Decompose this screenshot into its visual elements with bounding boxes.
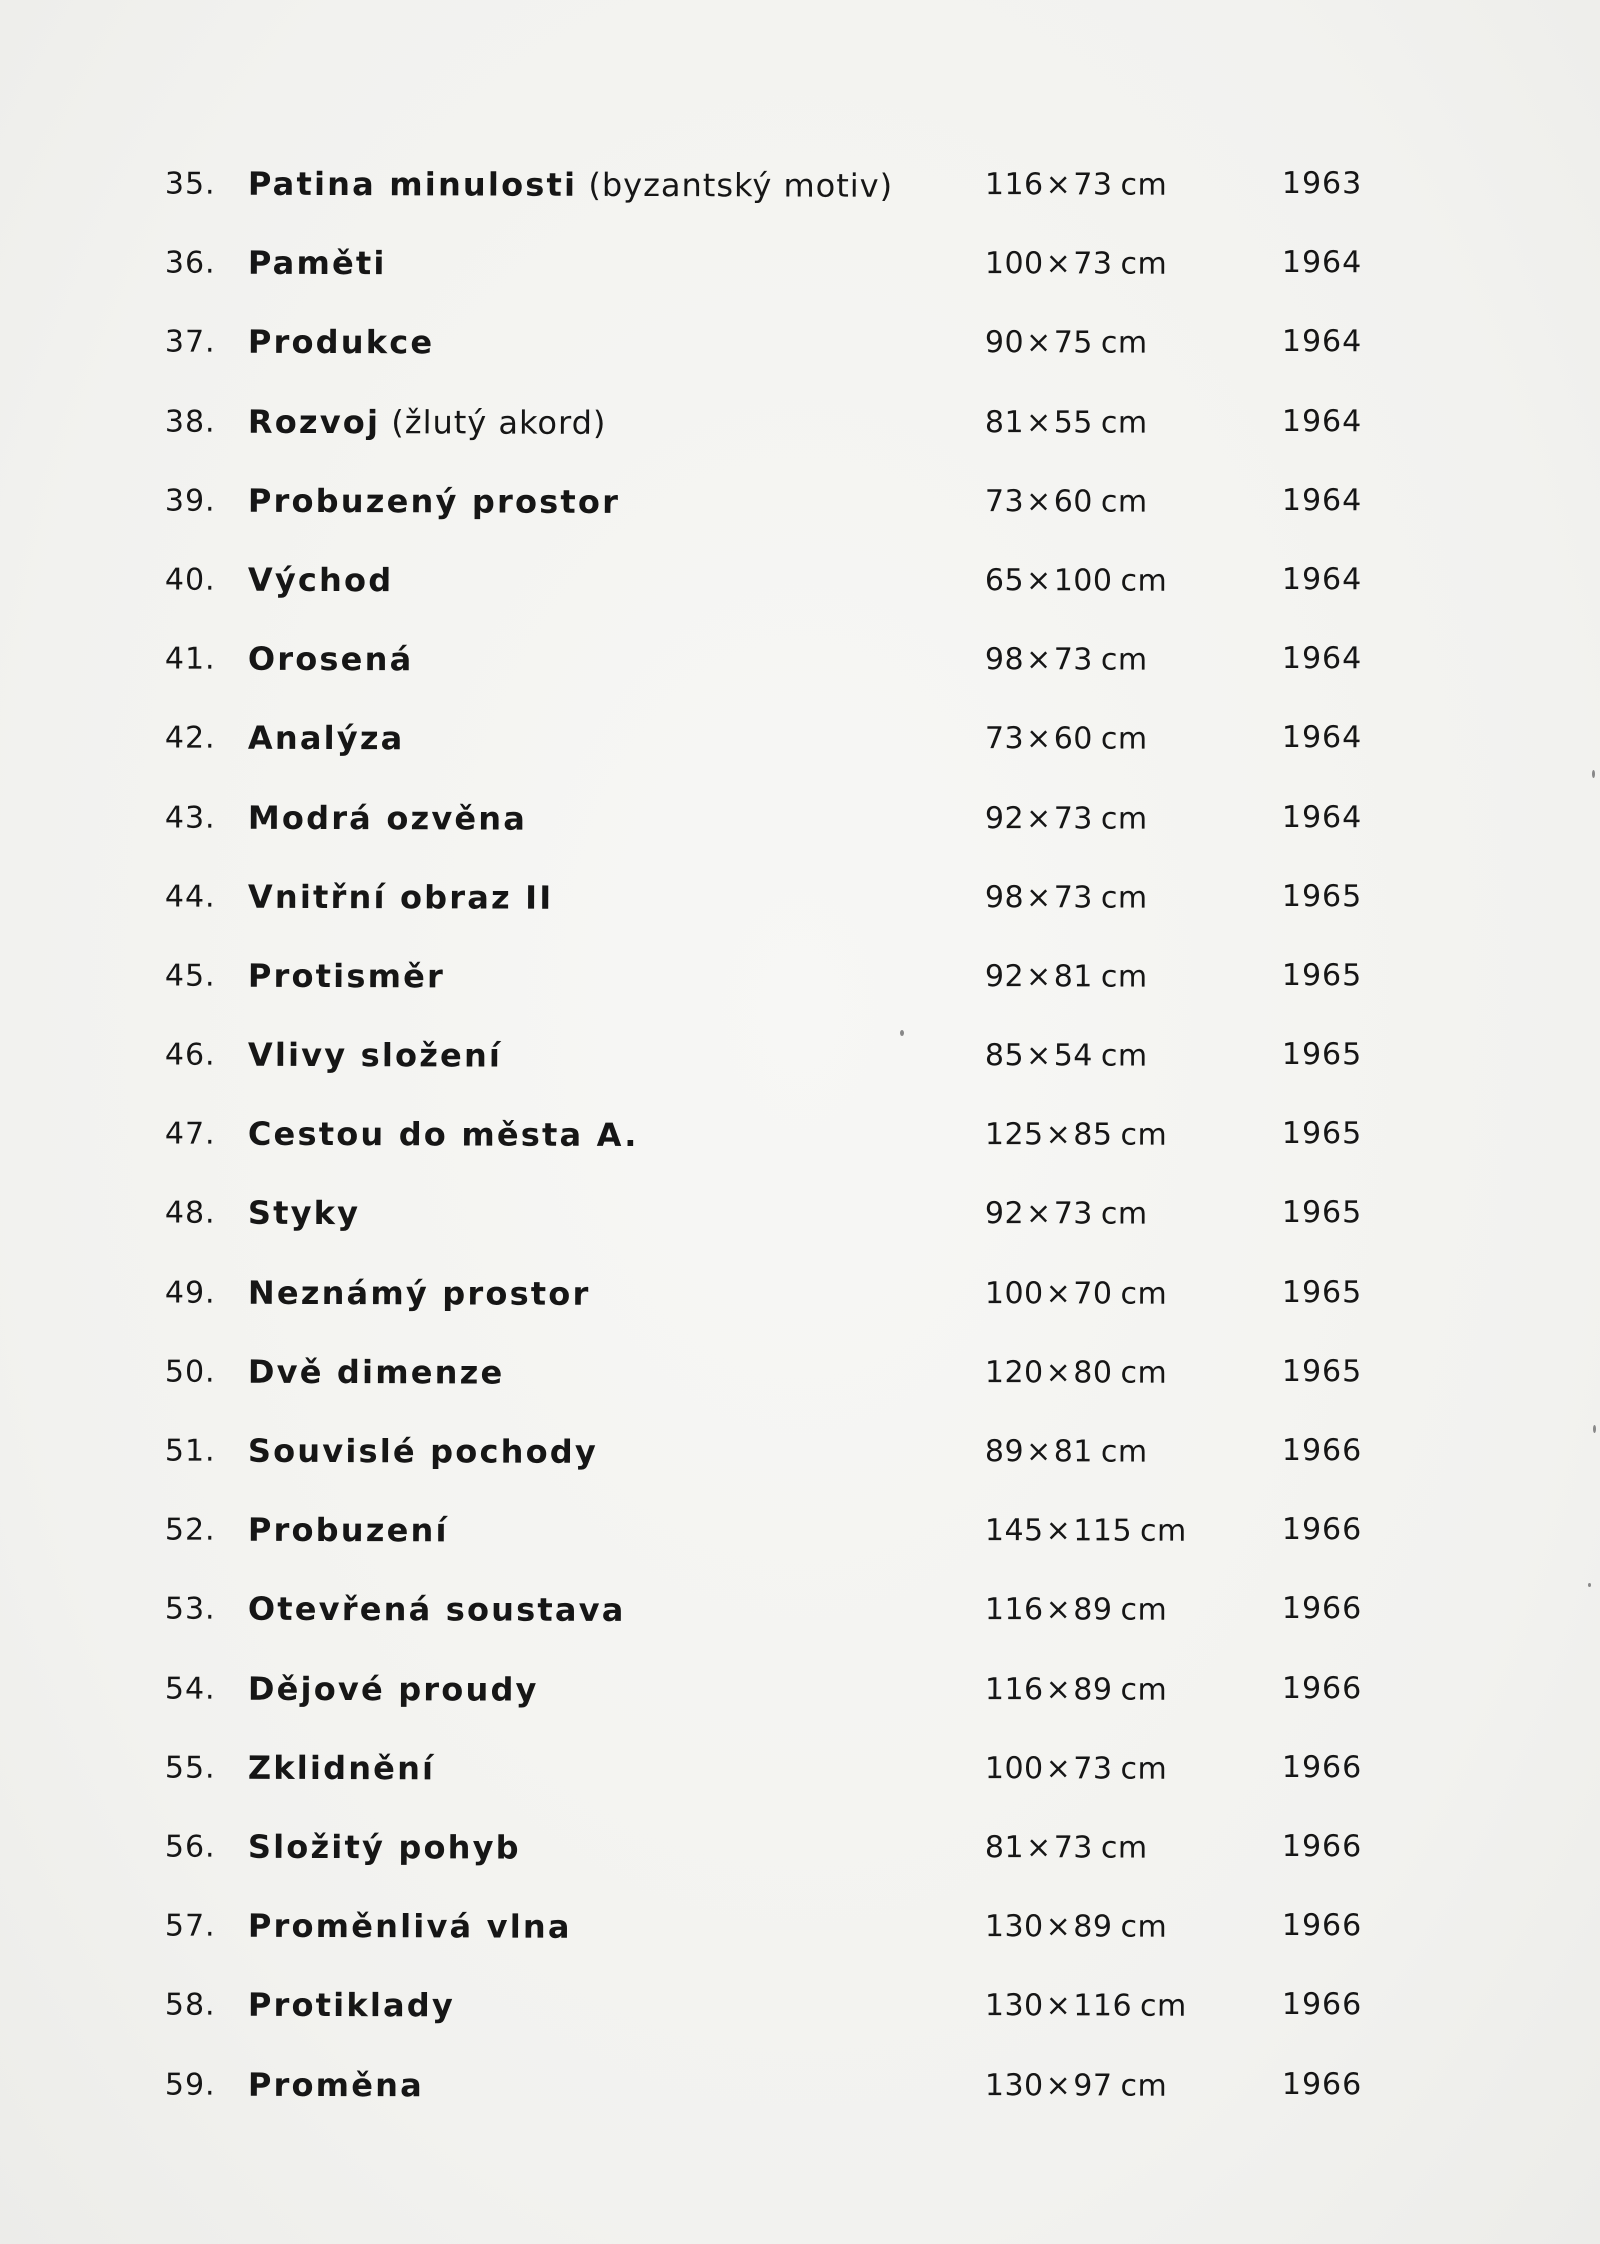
times-symbol: × — [1045, 2067, 1072, 2103]
artwork-year: 1964 — [1281, 799, 1363, 835]
artwork-row — [0, 1181, 1600, 1265]
artwork-subtitle: (byzantský motiv) — [577, 165, 894, 205]
artwork-title: Modrá ozvěna — [247, 798, 528, 838]
artwork-title: Probuzený prostor — [247, 481, 621, 521]
artwork-dimensions: 73×60 cm — [984, 721, 1148, 757]
dimension-unit: cm — [1120, 563, 1168, 599]
artwork-row — [0, 469, 1600, 553]
artwork-title: Styky — [247, 1194, 361, 1233]
paper-speck — [1593, 1425, 1596, 1433]
dimension-unit: cm — [1100, 405, 1148, 441]
dimension-unit: cm — [1100, 1196, 1148, 1233]
times-symbol: × — [1026, 563, 1052, 599]
times-symbol: × — [1026, 1434, 1052, 1470]
artwork-year: 1966 — [1281, 1908, 1363, 1944]
artwork-title: Protiklady — [247, 1986, 456, 2025]
times-symbol: × — [1026, 1038, 1052, 1074]
artwork-dimensions: 92×73 cm — [984, 800, 1148, 837]
artwork-title: Vnitřní obraz II — [247, 877, 554, 917]
times-symbol: × — [1045, 1909, 1072, 1945]
dimension-unit: cm — [1100, 959, 1148, 995]
artwork-number: 40. — [164, 562, 216, 598]
artwork-year: 1965 — [1281, 878, 1363, 914]
artwork-dimensions: 92×81 cm — [984, 958, 1148, 995]
times-symbol: × — [1045, 1751, 1072, 1787]
artwork-row — [0, 1815, 1600, 1899]
dimension-unit: cm — [1100, 325, 1148, 361]
artwork-title: Složitý pohyb — [247, 1827, 521, 1867]
artwork-subtitle: (žlutý akord) — [380, 402, 607, 442]
artwork-year: 1966 — [1281, 1987, 1363, 2023]
dimension-unit: cm — [1100, 800, 1148, 837]
artwork-number: 57. — [164, 1908, 216, 1944]
artwork-title: Dějové proudy — [247, 1669, 539, 1709]
dimension-unit: cm — [1120, 1672, 1168, 1708]
artwork-row — [0, 152, 1600, 236]
artwork-year: 1965 — [1281, 1116, 1363, 1152]
artwork-year: 1964 — [1281, 324, 1363, 360]
times-symbol: × — [1045, 1592, 1072, 1628]
artwork-title: Proměnlivá vlna — [247, 1906, 572, 1946]
dimension-unit: cm — [1100, 880, 1148, 916]
artwork-dimensions: 116×89 cm — [984, 1592, 1168, 1629]
dimension-unit: cm — [1120, 1909, 1168, 1945]
artwork-number: 46. — [164, 1037, 216, 1073]
artwork-number: 51. — [164, 1433, 216, 1469]
artwork-number: 50. — [164, 1354, 216, 1390]
artwork-dimensions: 81×55 cm — [984, 404, 1148, 441]
times-symbol: × — [1026, 325, 1052, 361]
artwork-title: Probuzení — [247, 1510, 449, 1550]
artwork-year: 1965 — [1281, 1353, 1363, 1390]
artwork-title: Analýza — [247, 719, 405, 758]
artwork-row — [0, 944, 1600, 1028]
artwork-number: 53. — [164, 1591, 216, 1628]
artwork-number: 55. — [164, 1750, 216, 1786]
artwork-title: Paměti — [247, 243, 387, 283]
artwork-year: 1966 — [1281, 1670, 1363, 1706]
artwork-title: Cestou do města A. — [247, 1115, 639, 1155]
artwork-year: 1964 — [1281, 561, 1363, 598]
artwork-list — [0, 152, 1600, 2132]
artwork-title: Zklidnění — [247, 1748, 436, 1788]
artwork-row — [0, 1894, 1600, 1978]
artwork-title: Neznámý prostor — [247, 1273, 591, 1313]
artwork-year: 1964 — [1281, 641, 1363, 677]
dimension-unit: cm — [1120, 1592, 1168, 1629]
artwork-dimensions: 130×89 cm — [984, 1909, 1168, 1945]
artwork-dimensions: 89×81 cm — [984, 1434, 1148, 1470]
artwork-number: 47. — [164, 1116, 216, 1152]
artwork-dimensions: 100×73 cm — [984, 1750, 1168, 1787]
artwork-year: 1964 — [1281, 403, 1363, 439]
artwork-row — [0, 1261, 1600, 1345]
dimension-unit: cm — [1120, 1751, 1168, 1787]
artwork-row — [0, 2053, 1600, 2137]
times-symbol: × — [1026, 959, 1052, 995]
artwork-title: Produkce — [247, 323, 435, 362]
dimension-unit: cm — [1120, 246, 1168, 282]
artwork-dimensions: 98×73 cm — [984, 642, 1148, 678]
artwork-year: 1966 — [1281, 1433, 1363, 1469]
dimension-unit: cm — [1100, 1038, 1148, 1074]
artwork-dimensions: 145×115 cm — [984, 1513, 1187, 1549]
artwork-dimensions: 92×73 cm — [984, 1196, 1148, 1233]
artwork-year: 1964 — [1281, 482, 1363, 519]
artwork-year: 1966 — [1281, 2066, 1363, 2102]
artwork-dimensions: 85×54 cm — [984, 1038, 1148, 1074]
times-symbol: × — [1045, 167, 1072, 203]
artwork-dimensions: 98×73 cm — [984, 879, 1148, 916]
dimension-unit: cm — [1100, 484, 1148, 520]
artwork-title: Rozvoj (žlutý akord) — [247, 402, 607, 442]
times-symbol: × — [1026, 404, 1052, 440]
times-symbol: × — [1045, 1513, 1072, 1549]
artwork-number: 43. — [164, 800, 216, 836]
artwork-title: Otevřená soustava — [247, 1590, 626, 1630]
times-symbol: × — [1026, 800, 1052, 836]
artwork-row — [0, 310, 1600, 394]
artwork-number: 36. — [164, 245, 216, 281]
artwork-year: 1965 — [1281, 1037, 1363, 1073]
artwork-row — [0, 1023, 1600, 1107]
artwork-row — [0, 1657, 1600, 1741]
artwork-year: 1963 — [1281, 166, 1363, 202]
artwork-year: 1966 — [1281, 1749, 1363, 1786]
artwork-row — [0, 786, 1600, 870]
dimension-unit: cm — [1140, 1988, 1187, 2025]
artwork-row — [0, 627, 1600, 711]
artwork-year: 1964 — [1281, 245, 1363, 281]
artwork-dimensions: 100×73 cm — [984, 246, 1168, 282]
artwork-number: 48. — [164, 1195, 216, 1232]
artwork-row — [0, 1577, 1600, 1661]
dimension-unit: cm — [1120, 2068, 1168, 2104]
artwork-number: 37. — [164, 324, 216, 361]
artwork-row — [0, 1419, 1600, 1503]
artwork-number: 52. — [164, 1512, 216, 1548]
artwork-title: Východ — [247, 560, 394, 600]
times-symbol: × — [1026, 721, 1052, 757]
artwork-year: 1966 — [1281, 1828, 1363, 1865]
artwork-title: Souvislé pochody — [247, 1431, 599, 1471]
dimension-unit: cm — [1120, 1355, 1168, 1391]
times-symbol: × — [1045, 246, 1072, 282]
artwork-year: 1965 — [1281, 1195, 1363, 1231]
artwork-title: Protisměr — [247, 956, 446, 996]
artwork-row — [0, 231, 1600, 315]
artwork-number: 44. — [164, 879, 216, 915]
paper-speck — [900, 1030, 904, 1036]
artwork-dimensions: 125×85 cm — [984, 1117, 1168, 1153]
times-symbol: × — [1026, 1196, 1052, 1232]
artwork-year: 1966 — [1281, 1591, 1363, 1627]
artwork-number: 49. — [164, 1275, 216, 1311]
times-symbol: × — [1026, 879, 1052, 915]
dimension-unit: cm — [1140, 1513, 1187, 1549]
artwork-number: 45. — [164, 958, 216, 994]
artwork-dimensions: 90×75 cm — [984, 325, 1148, 361]
artwork-dimensions: 81×73 cm — [984, 1830, 1148, 1866]
artwork-row — [0, 1498, 1600, 1582]
paper-speck — [1592, 770, 1595, 778]
times-symbol: × — [1026, 1830, 1052, 1866]
artwork-title: Proměna — [247, 2065, 425, 2104]
dimension-unit: cm — [1100, 1830, 1148, 1866]
artwork-dimensions: 65×100 cm — [984, 563, 1168, 599]
dimension-unit: cm — [1100, 1434, 1148, 1470]
artwork-title: Dvě dimenze — [247, 1352, 505, 1392]
times-symbol: × — [1045, 1275, 1072, 1311]
artwork-title: Patina minulosti (byzantský motiv) — [247, 164, 894, 205]
artwork-number: 39. — [164, 483, 216, 519]
artwork-number: 42. — [164, 720, 216, 756]
artwork-row — [0, 1102, 1600, 1186]
artwork-title: Vlivy složení — [247, 1035, 503, 1075]
artwork-year: 1965 — [1281, 1274, 1363, 1310]
artwork-number: 35. — [164, 166, 216, 202]
artwork-dimensions: 130×97 cm — [984, 2067, 1168, 2104]
dimension-unit: cm — [1120, 1117, 1168, 1153]
artwork-number: 58. — [164, 1987, 216, 2023]
artwork-row — [0, 706, 1600, 790]
artwork-row — [0, 1973, 1600, 2057]
artwork-dimensions: 116×89 cm — [984, 1671, 1168, 1708]
artwork-dimensions: 100×70 cm — [984, 1275, 1168, 1312]
artwork-number: 41. — [164, 641, 216, 677]
artwork-number: 38. — [164, 404, 216, 440]
artwork-row — [0, 390, 1600, 474]
dimension-unit: cm — [1120, 167, 1168, 203]
artwork-dimensions: 130×116 cm — [984, 1988, 1187, 2025]
times-symbol: × — [1045, 1117, 1072, 1153]
dimension-unit: cm — [1100, 642, 1148, 678]
dimension-unit: cm — [1100, 721, 1148, 757]
artwork-dimensions: 73×60 cm — [984, 483, 1148, 520]
paper-speck — [1588, 1583, 1591, 1587]
artwork-number: 59. — [164, 2067, 216, 2103]
times-symbol: × — [1045, 1355, 1072, 1391]
artwork-row — [0, 1736, 1600, 1820]
times-symbol: × — [1045, 1671, 1072, 1707]
dimension-unit: cm — [1120, 1276, 1168, 1312]
artwork-year: 1964 — [1281, 720, 1363, 756]
artwork-title: Orosená — [247, 639, 414, 679]
artwork-row — [0, 1340, 1600, 1424]
times-symbol: × — [1045, 1988, 1072, 2024]
artwork-dimensions: 120×80 cm — [984, 1354, 1168, 1391]
artwork-number: 54. — [164, 1671, 216, 1707]
artwork-row — [0, 548, 1600, 632]
artwork-year: 1966 — [1281, 1512, 1363, 1548]
artwork-year: 1965 — [1281, 957, 1363, 994]
artwork-number: 56. — [164, 1829, 216, 1865]
artwork-dimensions: 116×73 cm — [984, 167, 1168, 203]
artwork-row — [0, 865, 1600, 949]
times-symbol: × — [1026, 483, 1052, 520]
times-symbol: × — [1026, 642, 1052, 678]
